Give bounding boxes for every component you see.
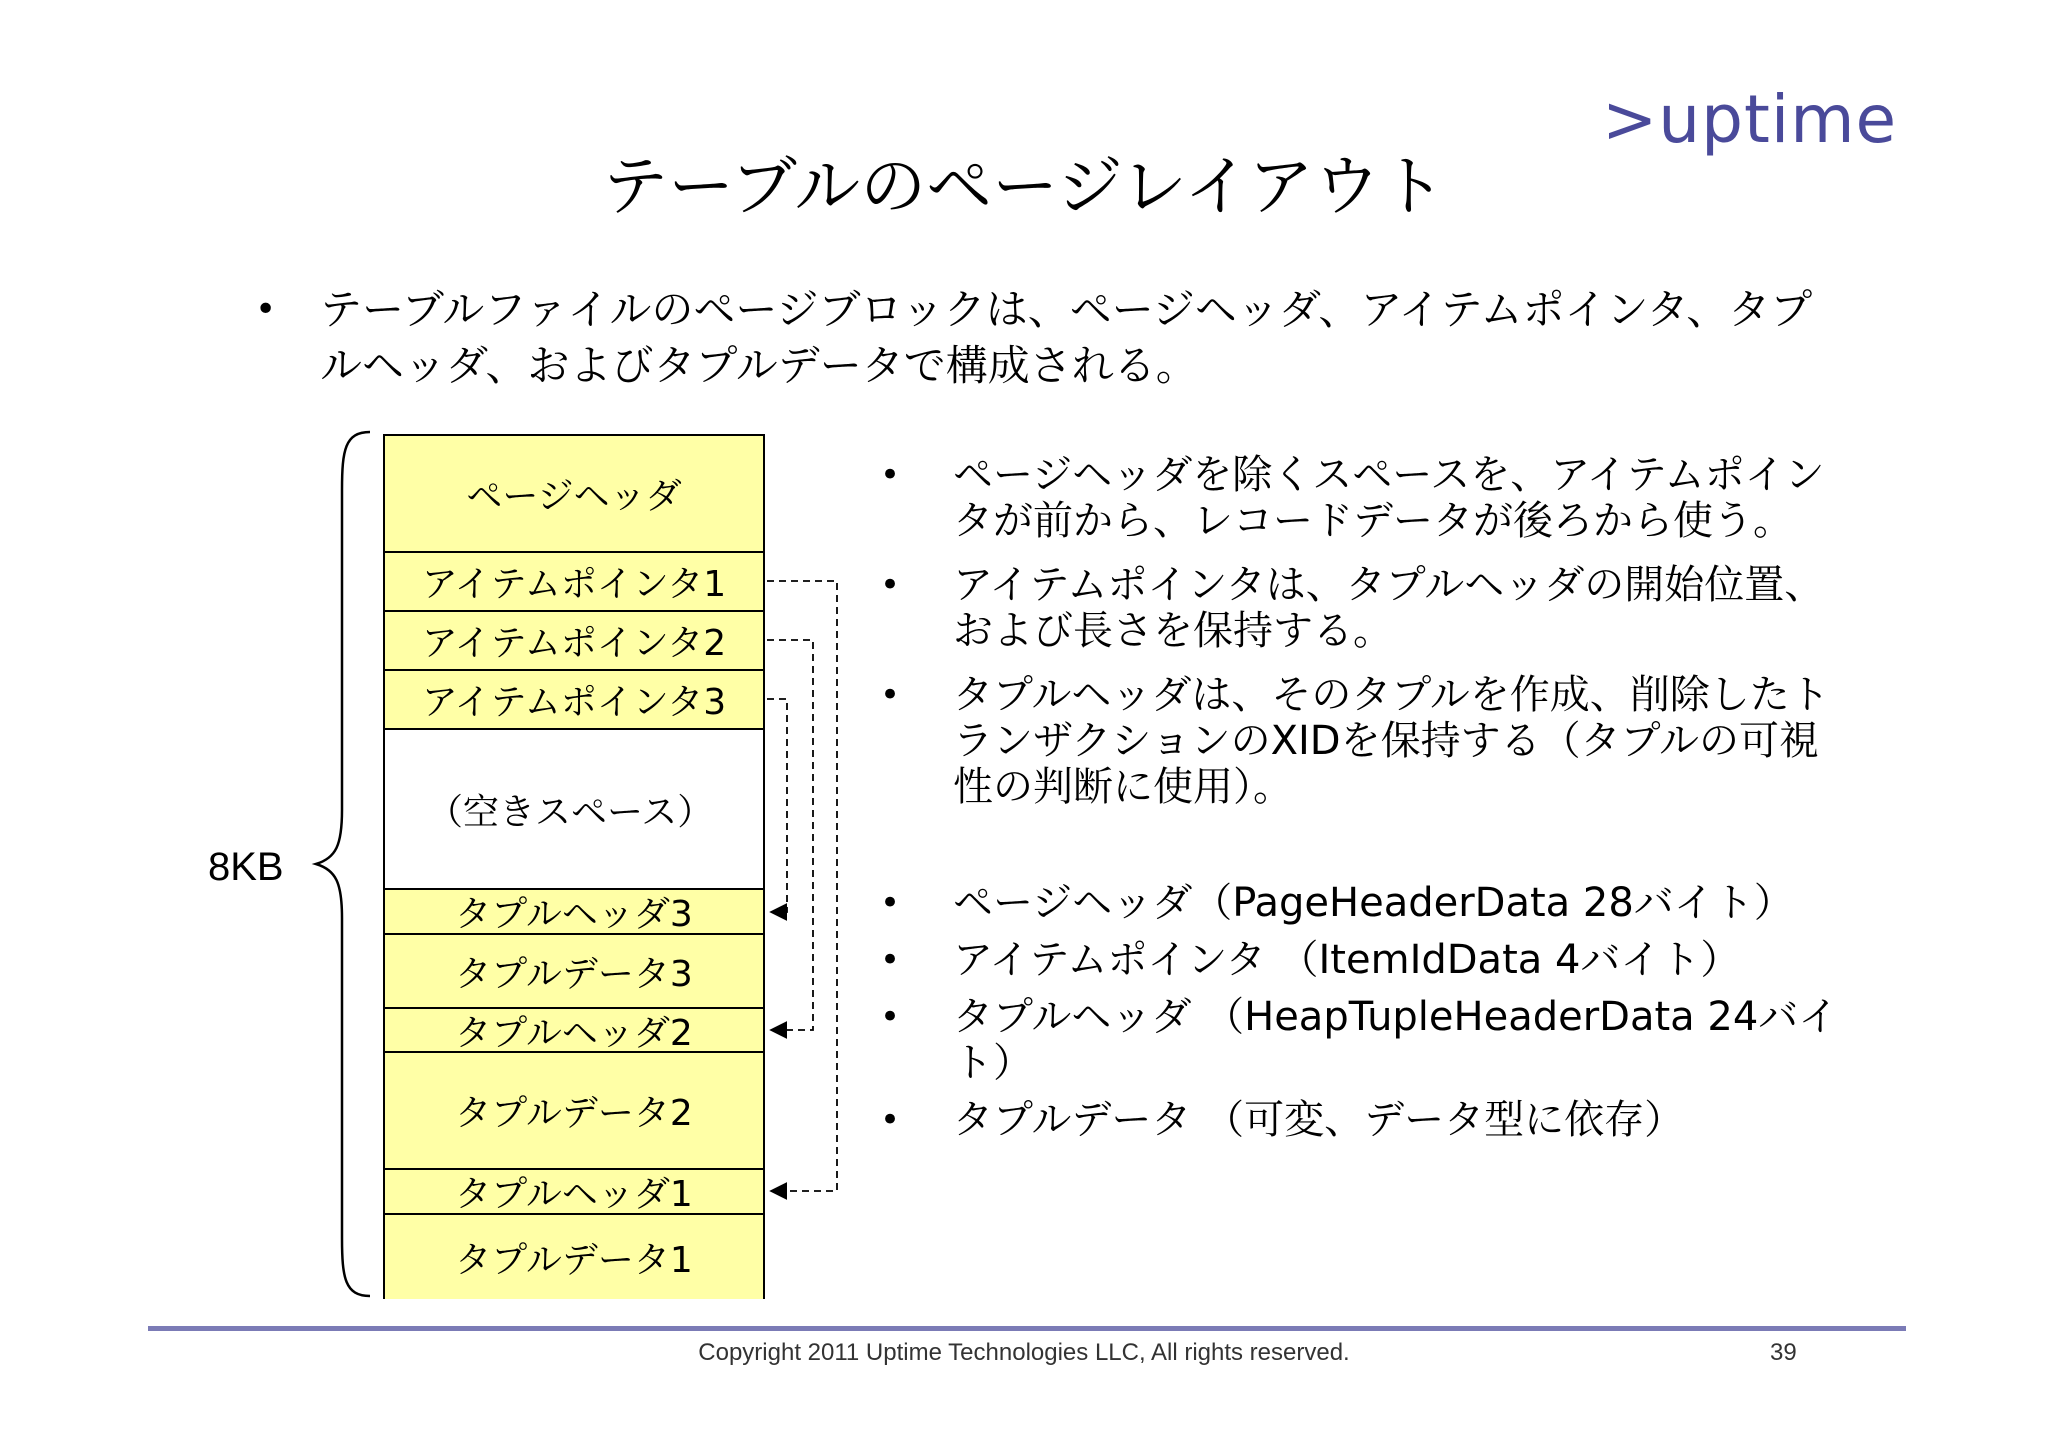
list-item-text: アイテムポインタは、タプルヘッダの開始位置、および長さを保持する。 [953, 562, 1825, 654]
pointer-arrows [765, 570, 855, 1200]
tuple-header-1-block [385, 1170, 763, 1215]
arrow-pointer-1 [767, 581, 837, 1191]
item-pointer-2-block [385, 612, 763, 671]
block-label: タプルデータ3 [455, 953, 693, 995]
arrow-pointer-3 [767, 699, 787, 912]
block-label: ページヘッダ [466, 476, 682, 517]
tuple-data-1-block [385, 1215, 763, 1299]
list-item-text: タプルデータ （可変、データ型に依存） [953, 1097, 1685, 1143]
page-size-label: 8KB [208, 845, 284, 889]
page-layout-diagram [383, 434, 765, 1299]
block-label: アイテムポインタ3 [421, 682, 727, 723]
bullet-icon: • [880, 997, 901, 1037]
bullet-icon: • [880, 455, 901, 495]
block-label: （空きスペース） [427, 791, 714, 833]
list-item-text: ページヘッダ（PageHeaderData 28バイト） [953, 880, 1794, 926]
block-label: アイテムポインタ2 [421, 623, 727, 664]
item-pointer-3-block [385, 671, 763, 730]
block-label: タプルデータ1 [455, 1239, 693, 1281]
tuple-data-2-block [385, 1053, 763, 1170]
block-label: タプルヘッダ1 [455, 1174, 693, 1215]
block-label: タプルヘッダ2 [455, 1012, 693, 1054]
block-label: アイテムポインタ1 [421, 564, 727, 605]
bullet-icon: • [880, 565, 901, 605]
list-item-text: タプルヘッダ （HeapTupleHeaderData 24バイト） [953, 994, 1839, 1086]
page-number: 39 [1770, 1339, 1797, 1366]
free-space-block [385, 730, 763, 890]
bullet-icon: • [880, 940, 901, 980]
bullet-icon: • [880, 1100, 901, 1140]
tuple-header-2-block [385, 1009, 763, 1053]
intro-text: テーブルファイルのページブロックは、ページヘッダ、アイテムポインタ、タプルヘッダ、およびタプルデータで構成される。 [320, 285, 1813, 390]
copyright-text: Copyright 2011 Uptime Technologies LLC, All rights reserved. [698, 1339, 1350, 1366]
footer-divider [148, 1326, 1906, 1331]
bullet-icon: • [255, 289, 277, 330]
bullet-icon: • [880, 883, 901, 923]
block-label: タプルヘッダ3 [455, 894, 693, 935]
uptime-logo: >uptime [1602, 81, 1898, 158]
bullet-icon: • [880, 675, 901, 715]
item-pointer-1-block [385, 553, 763, 612]
list-item-text: アイテムポインタ （ItemIdData 4バイト） [953, 937, 1741, 983]
brace-icon [300, 430, 375, 1298]
slide-title: テーブルのページレイアウト [602, 148, 1446, 225]
list-item-text: タプルヘッダは、そのタプルを作成、削除したトランザクションのXIDを保持する（タプルの可視性の判断に使用）。 [953, 672, 1830, 810]
tuple-data-3-block [385, 935, 763, 1009]
block-label: タプルデータ2 [455, 1093, 693, 1134]
page-header-block [385, 436, 763, 553]
list-item-text: ページヘッダを除くスペースを、アイテムポインタが前から、レコードデータが後ろから使う。 [953, 452, 1825, 544]
tuple-header-3-block [385, 890, 763, 935]
